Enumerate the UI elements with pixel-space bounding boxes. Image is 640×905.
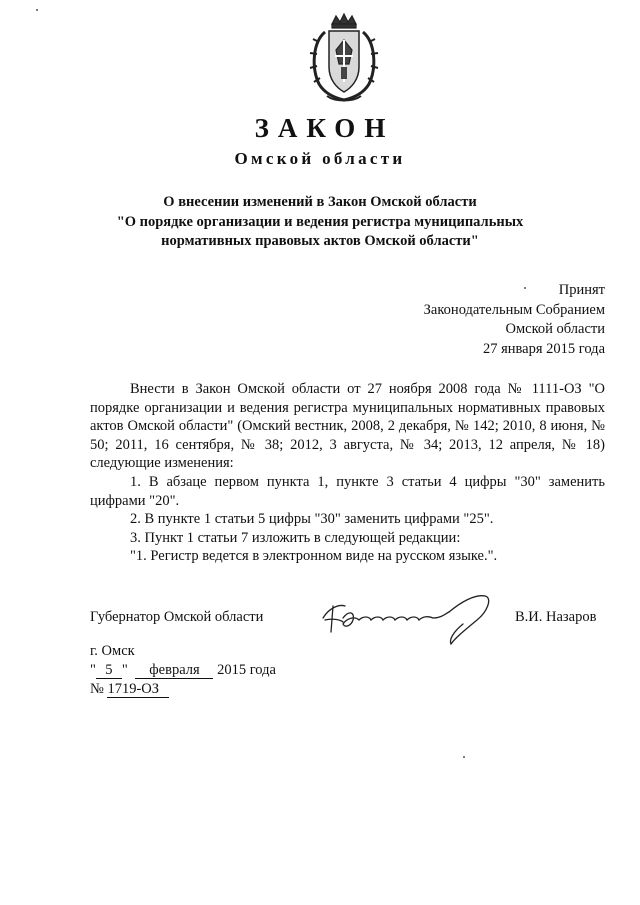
number-sign: № [90,681,104,697]
body-paragraph: "1. Регистр ведется в электронном виде на русском языке.". [130,548,498,565]
body-paragraph: Внести в Закон Омской области от 27 ноября 2008 года № 1111-ОЗ "О порядке организации и ведения регистра муниципальных нормативных правовых актов Омской области" (Омский вестник, 2008, 2 декабря, № 142; 2010, 8 июня, № 50; 2011, 16 сентября, № 38; 2012, 3 августа, № 34; 2013, 12 апреля, № 18) следующие изменения: [90,381,605,472]
signing-date [90,661,276,680]
adoption-block [424,281,605,359]
adoption-line: Принят [558,282,605,298]
signing-place-date [90,642,276,699]
heading-line: О внесении изменений в Закон Омской области [163,194,477,210]
date-quote: " [90,662,96,678]
scan-speck [463,756,465,758]
law-number [90,680,276,699]
signature-icon [315,588,500,648]
body-paragraph: 1. В абзаце первом пункта 1, пункте 3 статьи 4 цифры "30" заменить цифрами "20". [90,473,605,509]
body-paragraph: 2. В пункте 1 статьи 5 цифры "30" заменить цифрами "25". [130,511,494,528]
document-title: ЗАКОН [254,113,395,143]
adoption-date: 27 января 2015 года [482,340,605,357]
heading-line: нормативных правовых актов Омской области" [161,233,479,249]
adoption-line: Законодательным Собранием [423,301,605,318]
date-day: 5 [96,663,122,679]
number-value: 1719-ОЗ [107,682,169,698]
date-month: февраля [135,663,213,679]
law-body [90,380,605,566]
scan-speck [36,9,38,11]
governor-name: В.И. Назаров [515,609,597,625]
heading-line: "О порядке организации и ведения регистра муниципальных [116,213,524,230]
document-subtitle: Омской области [234,149,406,168]
date-year: 2015 года [217,662,276,678]
coat-of-arms-icon [305,12,383,104]
city: г. Омск [90,643,135,659]
scan-speck [524,287,526,289]
adoption-line: Омской области [505,321,605,337]
law-heading [0,193,640,252]
body-paragraph: 3. Пункт 1 статьи 7 изложить в следующей редакции: [130,529,461,546]
governor-title: Губернатор Омской области [90,609,264,625]
date-quote: " [121,662,128,678]
